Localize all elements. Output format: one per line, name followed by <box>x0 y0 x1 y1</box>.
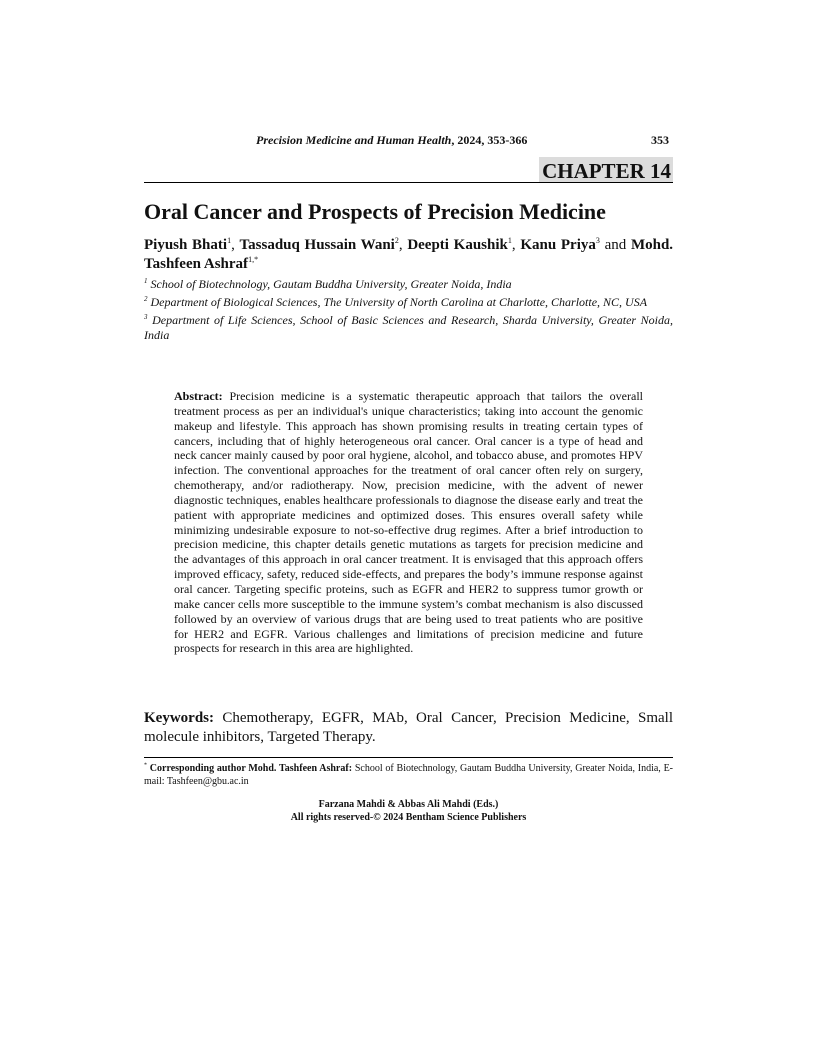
author-separator: , <box>511 237 521 253</box>
editors-line: Farzana Mahdi & Abbas Ali Mahdi (Eds.) <box>318 799 499 810</box>
publisher-info <box>144 798 673 824</box>
corresponding-author-footnote <box>144 762 673 788</box>
author-name: Mohd. Tashfeen Ashraf <box>144 237 674 272</box>
abstract-text: Precision medicine is a systematic therapeutic approach that tailors the overall treatment process as per an individual's unique characteristics; taking into account the genomic makeup and lifestyle. This approach has shown promising results in treating certain types of cancers, including that of highly heterogeneous oral cancer. Oral cancer is a type of head and neck cancer mainly caused by poor oral hygiene, alcohol, and tobacco abuse, and promotes HPV infection. The conventional approaches for the treatment of oral cancer often rely on surgery, chemotherapy, and/or radiotherapy. Now, precision medicine, with the advent of newer diagnostic techniques, enables healthcare professionals to diagnose the disease early and treat the patient with appropriate medicines and optimized doses. This ensures overall safety while minimizing undesirable exposure to not-so-effective drug regimes. After a brief introduction to precision medicine, this chapter details genetic mutations as targets for precision medicine and the advantages of this approach in oral cancer treatment. It is envisaged that this approach offers improved efficacy, safety, reduced side-effects, and prepares the body’s immune response against oral cancer. Targeting specific proteins, such as EGFR and HER2 to suppress tumor growth or make cancer cells more susceptible to the immune system’s combat mechanism is also discussed followed by an overview of various drugs that are being used to treat patients who are positive for HER2 and EGFR. Various challenges and limitations of precision medicine and future prospects for research in this area are highlighted. <box>174 389 644 656</box>
affiliation-number: 2 <box>144 295 148 303</box>
chapter-title: Oral Cancer and Prospects of Precision Medicine <box>144 199 606 224</box>
rights-line: All rights reserved-© 2024 Bentham Science Publishers <box>290 812 527 823</box>
author-separator: , <box>231 237 240 253</box>
affiliation-list <box>144 277 673 346</box>
affiliation-text: School of Biotechnology, Gautam Buddha University, Greater Noida, India <box>150 277 512 291</box>
author-affil-marker: 2 <box>394 236 399 245</box>
author-name: Deepti Kaushik <box>407 237 508 253</box>
author-name: Kanu Priya <box>520 237 596 253</box>
footnote-label: Corresponding author Mohd. Tashfeen Ashraf: <box>149 763 353 774</box>
journal-name: Precision Medicine and Human Health <box>256 133 452 147</box>
author-name: Tassaduq Hussain Wani <box>239 237 395 253</box>
affiliation-number: 3 <box>144 313 148 321</box>
keywords <box>144 709 673 747</box>
author-list <box>144 236 673 274</box>
author-affil-marker: 1 <box>227 236 232 245</box>
page-number: 353 <box>651 133 669 147</box>
footnote-text: School of Biotechnology, Gautam Buddha University, Greater Noida, India, E-mail: Tashfeen@gbu.ac.in <box>144 763 674 787</box>
affiliation-text: Department of Biological Sciences, The University of North Carolina at Charlotte, Charlotte, NC, USA <box>150 295 648 309</box>
affiliation-text: Department of Life Sciences, School of Basic Sciences and Research, Sharda University, Greater Noida, India <box>144 313 674 342</box>
author-separator: , <box>398 237 408 253</box>
keywords-text: Chemotherapy, EGFR, MAb, Oral Cancer, Precision Medicine, Small molecule inhibitors, Targeted Therapy. <box>144 710 673 745</box>
affiliation <box>144 313 673 343</box>
footnote-divider <box>144 757 673 758</box>
abstract <box>174 389 643 656</box>
chapter-divider <box>144 182 673 183</box>
author-name: Piyush Bhati <box>144 237 228 253</box>
journal-year-pages: , 2024, 353-366 <box>451 133 528 147</box>
keywords-label: Keywords: <box>144 710 214 726</box>
affiliation-number: 1 <box>144 277 148 285</box>
abstract-label: Abstract: <box>174 389 223 403</box>
footnote-marker: * <box>144 762 147 769</box>
affiliation <box>144 295 673 310</box>
author-separator: and <box>599 237 631 253</box>
author-affil-marker: 1,* <box>248 255 259 264</box>
chapter-label: CHAPTER 14 <box>539 157 673 183</box>
journal-citation <box>256 133 527 148</box>
author-affil-marker: 3 <box>595 236 600 245</box>
affiliation <box>144 277 673 292</box>
author-affil-marker: 1 <box>507 236 512 245</box>
